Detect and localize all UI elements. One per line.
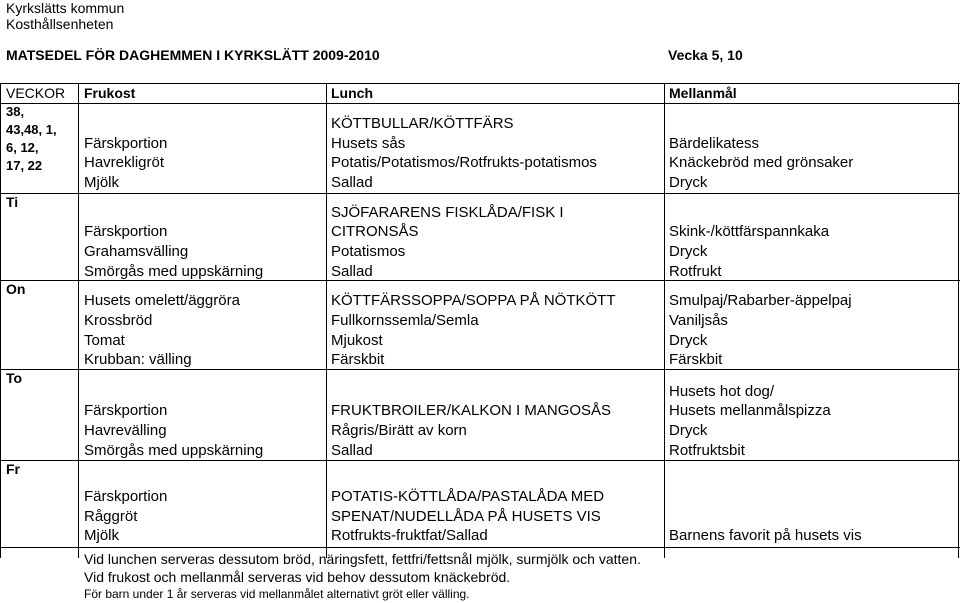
mon-frukost-3: Mjölk [84, 174, 120, 191]
footer-note-infants: För barn under 1 år serveras vid mellanmålet alternativt gröt eller välling. [84, 587, 470, 601]
fri-frukost-3: Mjölk [84, 527, 120, 544]
mon-lunch-4: Sallad [331, 174, 373, 191]
page-title: MATSEDEL FÖR DAGHEMMEN I KYRKSLÄTT 2009-2010 [6, 47, 380, 63]
row-divider-on [0, 280, 960, 281]
table-right-border [958, 83, 959, 558]
col-frukost: Frukost [84, 85, 136, 101]
tue-frukost-3: Smörgås med uppskärning [84, 263, 264, 280]
tue-lunch-1: SJÖFARARENS FISKLÅDA/FISK I [331, 204, 564, 221]
col-veckor: VECKOR [6, 85, 66, 101]
thu-mellanmal-2: Husets mellanmålspizza [669, 402, 831, 419]
col-mellanmal: Mellanmål [669, 85, 737, 101]
wed-mellanmal-2: Vaniljsås [669, 312, 728, 329]
wed-lunch-1: KÖTTFÄRSSOPPA/SOPPA PÅ NÖTKÖTT [331, 292, 616, 309]
fri-lunch-1: POTATIS-KÖTTLÅDA/PASTALÅDA MED [331, 488, 605, 505]
thu-mellanmal-4: Rotfruktsbit [669, 442, 745, 459]
col-divider-2 [326, 83, 327, 558]
tue-lunch-3: Potatismos [331, 243, 406, 260]
mon-lunch-3: Potatis/Potatismos/Rotfrukts-potatismos [331, 154, 597, 171]
day-label-fr: Fr [6, 461, 20, 477]
fri-frukost-2: Råggröt [84, 508, 138, 525]
wed-mellanmal-3: Dryck [669, 332, 708, 349]
wed-mellanmal-4: Färskbit [669, 351, 723, 368]
fri-frukost-1: Färskportion [84, 488, 168, 505]
tue-frukost-1: Färskportion [84, 223, 168, 240]
mon-lunch-2: Husets sås [331, 135, 406, 152]
tue-mellanmal-3: Rotfrukt [669, 263, 722, 280]
thu-mellanmal-3: Dryck [669, 422, 708, 439]
col-divider-3 [664, 83, 665, 558]
mon-mellanmal-1: Bärdelikatess [669, 135, 760, 152]
day-label-ti: Ti [6, 194, 19, 210]
thu-lunch-3: Sallad [331, 442, 373, 459]
wed-lunch-3: Mjukost [331, 332, 383, 349]
thu-frukost-2: Havrevälling [84, 422, 167, 439]
mon-frukost-2: Havrekligröt [84, 154, 165, 171]
tue-lunch-4: Sallad [331, 263, 373, 280]
fri-mellanmal-1: Barnens favorit på husets vis [669, 527, 862, 544]
row-divider-to [0, 369, 960, 370]
row-divider-ti [0, 193, 960, 194]
wed-frukost-4: Krubban: välling [84, 351, 192, 368]
org-unit: Kosthållsenheten [6, 16, 114, 32]
footer-note-breakfast: Vid frukost och mellanmål serveras vid behov dessutom knäckebröd. [84, 569, 511, 585]
row-divider-fr [0, 460, 960, 461]
wed-frukost-1: Husets omelett/äggröra [84, 292, 240, 309]
thu-frukost-3: Smörgås med uppskärning [84, 442, 264, 459]
thu-lunch-1: FRUKTBROILER/KALKON I MANGOSÅS [331, 402, 612, 419]
table-bottom-rule [0, 547, 960, 548]
org-name: Kyrkslätts kommun [6, 0, 125, 16]
day-label-to: To [6, 370, 23, 386]
wed-lunch-2: Fullkornssemla/Semla [331, 312, 479, 329]
tue-mellanmal-1: Skink-/köttfärspannkaka [669, 223, 830, 240]
col-lunch: Lunch [331, 85, 373, 101]
tue-lunch-2: CITRONSÅS [331, 223, 419, 240]
mon-mellanmal-3: Dryck [669, 174, 708, 191]
mon-frukost-1: Färskportion [84, 135, 168, 152]
mon-lunch-1: KÖTTBULLAR/KÖTTFÄRS [331, 115, 514, 132]
col-divider-1 [78, 83, 79, 558]
tue-frukost-2: Grahamsvälling [84, 243, 189, 260]
fri-lunch-2: SPENAT/NUDELLÅDA PÅ HUSETS VIS [331, 508, 601, 525]
tue-mellanmal-2: Dryck [669, 243, 708, 260]
wed-mellanmal-1: Smulpaj/Rabarber-äppelpaj [669, 292, 852, 309]
day-label-on: On [6, 281, 26, 297]
header-bottom-rule [0, 103, 960, 104]
thu-lunch-2: Rågris/Birätt av korn [331, 422, 467, 439]
week-label: Vecka 5, 10 [668, 47, 743, 63]
thu-frukost-1: Färskportion [84, 402, 168, 419]
week-numbers: 38, 43,48, 1, 6, 12, 17, 22 [6, 104, 57, 173]
wed-frukost-3: Tomat [84, 332, 125, 349]
table-left-border [0, 83, 1, 558]
fri-lunch-3: Rotfrukts-fruktfat/Sallad [331, 527, 488, 544]
wed-lunch-4: Färskbit [331, 351, 385, 368]
wed-frukost-2: Krossbröd [84, 312, 153, 329]
thu-mellanmal-1: Husets hot dog/ [669, 383, 775, 400]
header-top-rule [0, 83, 960, 84]
mon-mellanmal-2: Knäckebröd med grönsaker [669, 154, 854, 171]
footer-note-lunch: Vid lunchen serveras dessutom bröd, näringsfett, fettfri/fettsnål mjölk, surmjölk och vatten. [84, 551, 641, 567]
